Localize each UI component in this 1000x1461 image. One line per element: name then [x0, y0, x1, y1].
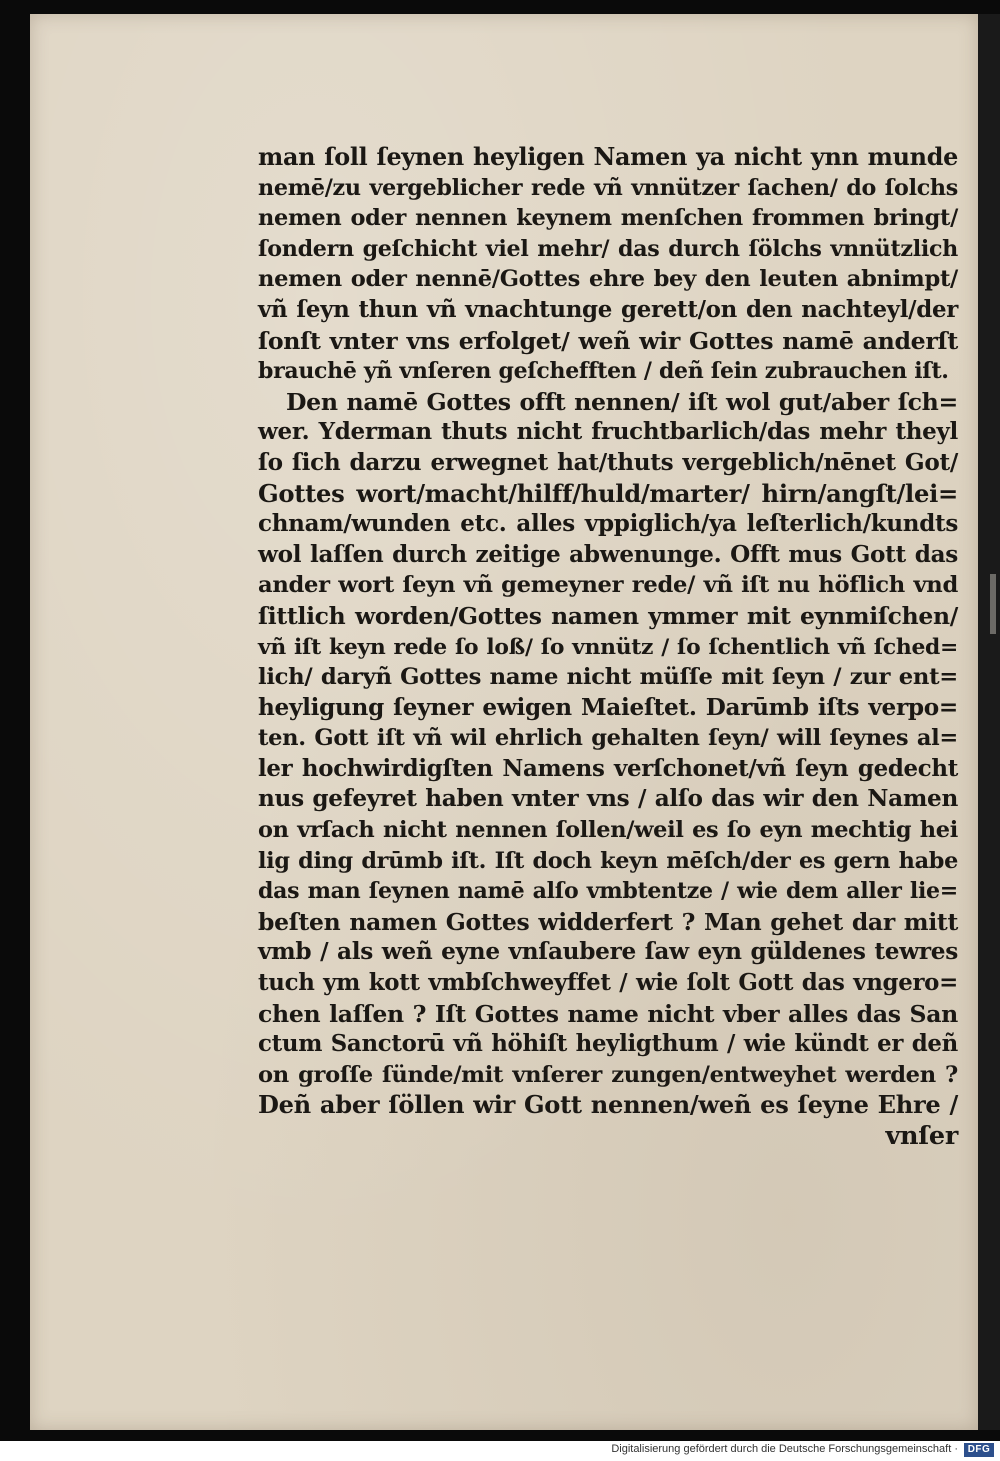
text-line: ten. Gott iſt vñ wil ehrlich gehalten ſeyn/ will ſeynes al= [258, 725, 958, 752]
text-line: Deñ aber ſöllen wir Gott nennen/weñ es ſeyne Ehre / [258, 1090, 958, 1120]
text-line: lich/ daryñ Gottes name nicht müſſe mit ſeyn / zur ent= [258, 664, 958, 691]
text-line: chnam/wunden etc. alles vppiglich/ya leſterlich/kundts [258, 510, 958, 538]
text-line: vñ ſeyn thun vñ vnachtunge gerett/on den nachteyl/der [258, 295, 958, 323]
text-line: ander wort ſeyn vñ gemeyner rede/ vñ iſt nu höflich vnd [258, 572, 958, 599]
text-line: das man ſeynen namē alſo vmbtentze / wie dem aller lie= [258, 878, 958, 905]
text-line: lig ding drūmb iſt. Iſt doch keyn mēſch/der es gern habe [258, 847, 958, 874]
text-line: on vrſach nicht nennen ſollen/weil es ſo eyn mechtig hei [258, 817, 958, 844]
text-line: ler hochwirdigſten Namens verſchonet/vñ ſeyn gedecht [258, 755, 958, 782]
text-line: beſten namen Gottes widderfert ? Man gehet dar mitt [258, 907, 958, 936]
text-line: nemen oder nennen keynem menſchen frommen bringt/ [258, 205, 958, 232]
text-line: vñ iſt keyn rede ſo loß/ ſo vnnütz / ſo ſchentlich vñ ſched= [258, 633, 958, 660]
text-line: ctum Sanctorū vñ höhiſt heyligthum / wie kündt er deñ [258, 1031, 958, 1058]
text-line: Gottes wort/macht/hilff/huld/marter/ hirn/angſt/lei= [258, 478, 958, 508]
text-line: ſittlich worden/Gottes namen ymmer mit eynmiſchen/ [258, 601, 958, 630]
text-line: on groſſe ſünde/mit vnſerer zungen/entweyhet werden ? [258, 1061, 958, 1088]
footer-bar [0, 1441, 1000, 1461]
page-text [258, 142, 958, 1152]
text-line: nemē/zu vergeblicher rede vñ vnnützer ſachen/ do ſolchs [258, 174, 958, 201]
text-line: nemen oder nennē/Gottes ehre bey den leuten abnimpt/ [258, 266, 958, 293]
page-edge [978, 14, 1000, 1430]
text-line: heyligung ſeyner ewigen Maieſtet. Darūmb iſts verpo= [258, 693, 958, 721]
catchword: vnſer [885, 1121, 958, 1151]
text-line: ſondern geſchicht viel mehr/ das durch ſölchs vnnützlich [258, 235, 958, 262]
text-line: man ſoll ſeynen heyligen Namen ya nicht ynn munde [258, 143, 958, 171]
text-line: wol laſſen durch zeitige abwenunge. Offt mus Gott das [258, 540, 958, 568]
text-line: tuch ym kott vmbſchweyffet / wie ſolt Gott das vngero= [258, 970, 958, 997]
dfg-logo-icon: DFG [964, 1443, 994, 1457]
funding-credit: Digitalisierung gefördert durch die Deutsche Forschungsgemeinschaft · [611, 1443, 958, 1455]
text-line: ſo ſich darzu erwegnet hat/thuts vergeblich/nēnet Got/ [258, 448, 958, 476]
text-line: ſonſt vnter vns erfolget/ weñ wir Gottes namē anderſt [258, 326, 958, 355]
text-line: nus gefeyret haben vnter vns / alſo das wir den Namen [258, 785, 958, 813]
text-line: brauchē yñ vnſeren geſchefften / deñ ſein zubrauchen iſt. [258, 358, 949, 385]
text-line: Den namē Gottes offt nennen/ iſt wol gut/aber ſch= [286, 387, 958, 416]
text-line: wer. Yderman thuts nicht fruchtbarlich/das mehr theyl [258, 418, 958, 446]
edge-marker [990, 574, 996, 634]
text-line: chen laſſen ? Iſt Gottes name nicht vber alles das San [258, 999, 958, 1028]
text-line: vmb / als weñ eyne vnſaubere ſaw eyn güldenes tewres [258, 938, 958, 966]
